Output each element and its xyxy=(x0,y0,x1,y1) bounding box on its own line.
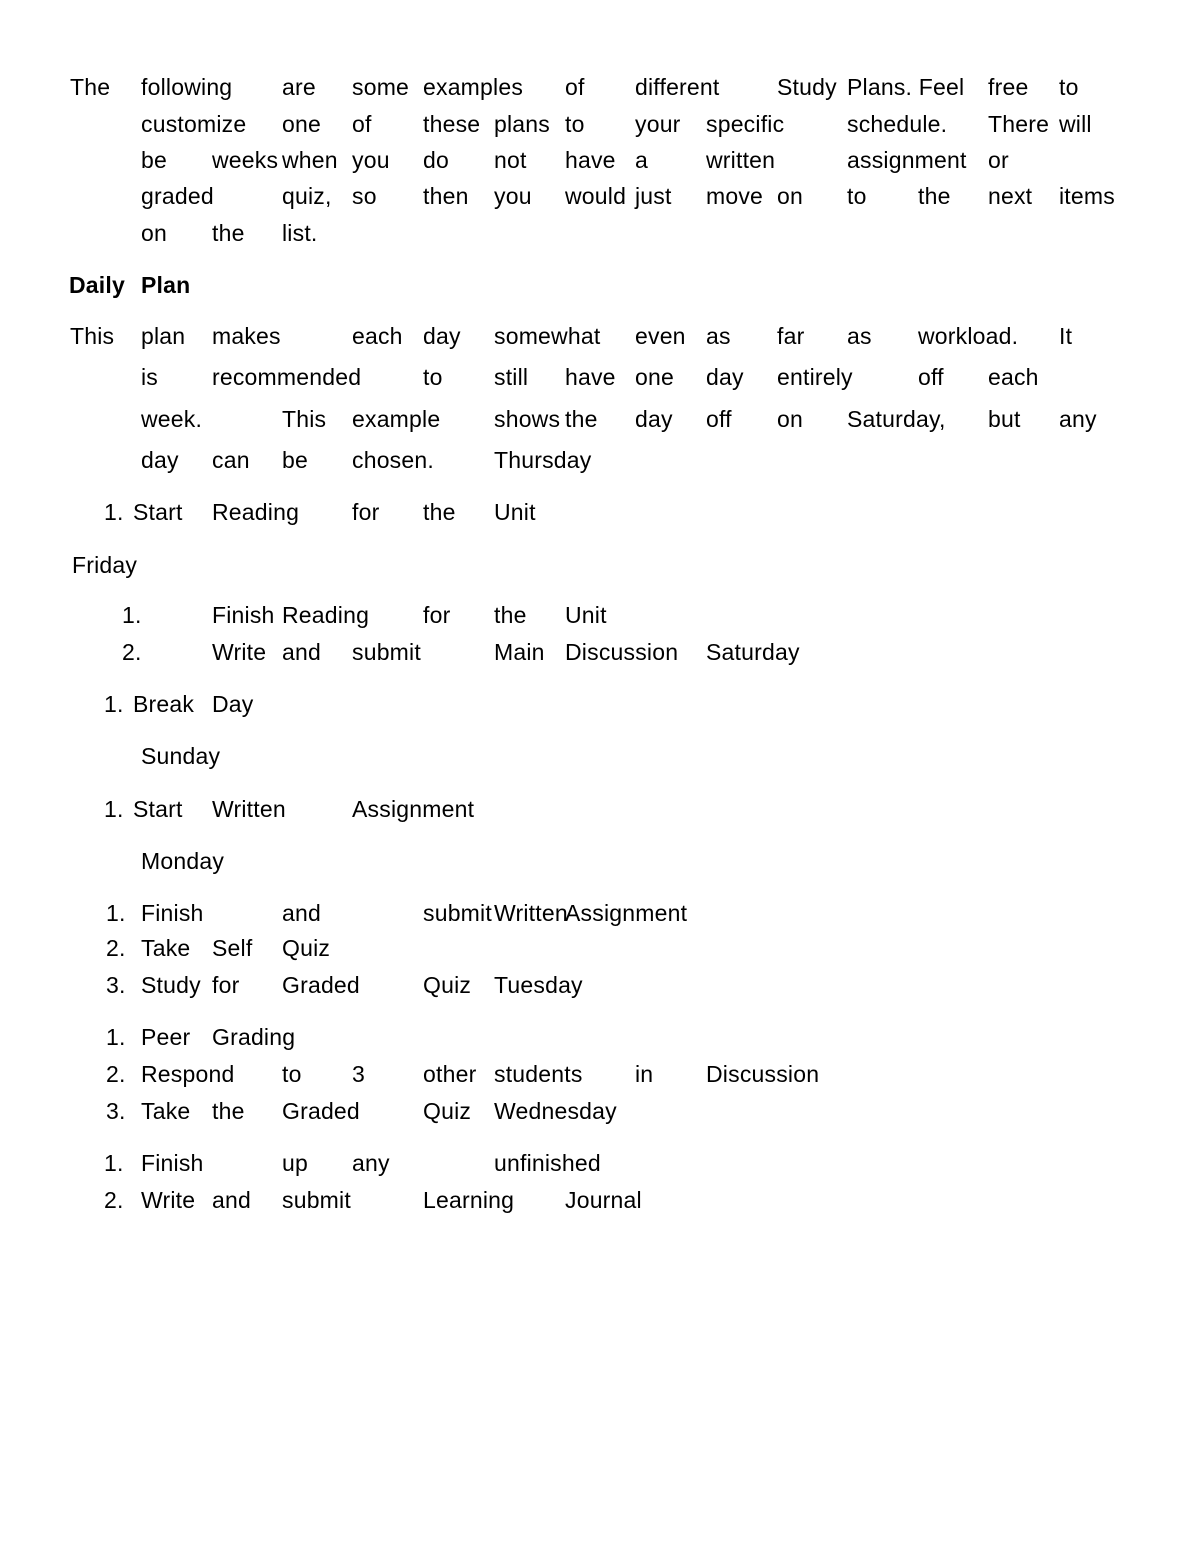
document-word: a xyxy=(635,147,648,173)
document-word: 3. xyxy=(106,972,126,998)
document-word: Study xyxy=(777,74,837,100)
document-word: 2. xyxy=(104,1187,124,1213)
document-word: Written xyxy=(494,900,568,926)
document-word: any xyxy=(1059,406,1097,432)
document-word: and xyxy=(282,639,321,665)
document-word: even xyxy=(635,323,686,349)
document-word: makes xyxy=(212,323,281,349)
document-word: This xyxy=(282,406,327,432)
document-word: written xyxy=(706,147,776,173)
document-word: Graded xyxy=(282,972,360,998)
document-word: Peer xyxy=(141,1024,191,1050)
document-word: Write xyxy=(212,639,267,665)
document-word: will xyxy=(1059,111,1092,137)
document-word: plan xyxy=(141,323,186,349)
document-word: then xyxy=(423,183,469,209)
document-word: on xyxy=(141,220,167,246)
document-word: some xyxy=(352,74,410,100)
document-word: of xyxy=(565,74,585,100)
document-word: your xyxy=(635,111,681,137)
document-word: shows xyxy=(494,406,561,432)
document-word: entirely xyxy=(777,364,853,390)
document-word: and xyxy=(212,1187,251,1213)
document-word: submit xyxy=(423,900,492,926)
document-word: but xyxy=(988,406,1021,432)
document-word: Assignment xyxy=(352,796,475,822)
document-word: any xyxy=(352,1150,390,1176)
document-word: Self xyxy=(212,935,253,961)
document-word: one xyxy=(635,364,674,390)
document-word: 1. xyxy=(106,1024,126,1050)
document-word: Finish xyxy=(212,602,275,628)
document-word: Quiz xyxy=(282,935,331,961)
document-word: list. xyxy=(282,220,318,246)
document-word: and xyxy=(282,900,321,926)
document-word: the xyxy=(423,499,456,525)
document-word: off xyxy=(918,364,944,390)
document-word: chosen. xyxy=(352,447,434,473)
document-word: one xyxy=(282,111,321,137)
document-word: Start xyxy=(133,499,183,525)
document-word: Main xyxy=(494,639,545,665)
document-word: day xyxy=(141,447,179,473)
document-word: are xyxy=(282,74,316,100)
document-word: for xyxy=(352,499,380,525)
document-word: 3. xyxy=(106,1098,126,1124)
document-word: move xyxy=(706,183,764,209)
document-word: day xyxy=(706,364,744,390)
document-word: for xyxy=(423,602,451,628)
document-word: different xyxy=(635,74,720,100)
document-word: in xyxy=(635,1061,654,1087)
document-word: off xyxy=(706,406,732,432)
document-word: items xyxy=(1059,183,1115,209)
document-word: have xyxy=(565,364,616,390)
document-word: you xyxy=(352,147,390,173)
document-word: just xyxy=(635,183,672,209)
document-word: Take xyxy=(141,1098,191,1124)
document-word: 1. xyxy=(122,602,142,628)
document-word: examples xyxy=(423,74,524,100)
document-word: Friday xyxy=(72,552,138,578)
document-word: would xyxy=(565,183,627,209)
document-word: Graded xyxy=(282,1098,360,1124)
document-word: to xyxy=(1059,74,1079,100)
document-word: Finish xyxy=(141,1150,204,1176)
document-word: up xyxy=(282,1150,308,1176)
document-word: Discussion xyxy=(706,1061,820,1087)
document-word: of xyxy=(352,111,372,137)
document-word: next xyxy=(988,183,1033,209)
document-word: be xyxy=(141,147,167,173)
document-word: as xyxy=(847,323,872,349)
document-word: Written xyxy=(212,796,286,822)
document-word: Grading xyxy=(212,1024,296,1050)
document-word: Assignment xyxy=(565,900,688,926)
document-word: the xyxy=(918,183,951,209)
document-word: Write xyxy=(141,1187,196,1213)
document-word: far xyxy=(777,323,805,349)
document-word: other xyxy=(423,1061,477,1087)
document-word: Finish xyxy=(141,900,204,926)
document-word: when xyxy=(282,147,338,173)
document-word: The xyxy=(70,74,111,100)
document-word: Reading xyxy=(282,602,370,628)
document-word: Sunday xyxy=(141,743,221,769)
document-word: 1. xyxy=(106,900,126,926)
document-word: Wednesday xyxy=(494,1098,617,1124)
document-word: week. xyxy=(141,406,203,432)
document-word: to xyxy=(847,183,867,209)
document-word: Quiz xyxy=(423,1098,472,1124)
document-word: to xyxy=(565,111,585,137)
document-word: There xyxy=(988,111,1050,137)
document-word: still xyxy=(494,364,529,390)
document-word: Respond xyxy=(141,1061,235,1087)
document-word: weeks xyxy=(212,147,279,173)
document-word: Unit xyxy=(494,499,536,525)
document-word: Saturday xyxy=(706,639,800,665)
document-word: on xyxy=(777,406,803,432)
document-word: This xyxy=(70,323,115,349)
document-word: is xyxy=(141,364,159,390)
document-word: graded xyxy=(141,183,214,209)
document-word: so xyxy=(352,183,377,209)
document-word: or xyxy=(988,147,1009,173)
document-word: Discussion xyxy=(565,639,679,665)
document-word: Take xyxy=(141,935,191,961)
document-word: not xyxy=(494,147,527,173)
document-word: on xyxy=(777,183,803,209)
document-word: example xyxy=(352,406,441,432)
document-word: the xyxy=(212,220,245,246)
document-word: submit xyxy=(282,1187,351,1213)
document-word: submit xyxy=(352,639,421,665)
document-word: 2. xyxy=(122,639,142,665)
document-word: workload. xyxy=(918,323,1019,349)
document-word: 1. xyxy=(104,691,124,717)
document-word: 2. xyxy=(106,1061,126,1087)
document-word: plans xyxy=(494,111,550,137)
document-word: Day xyxy=(212,691,254,717)
document-word: 1. xyxy=(104,796,124,822)
document-word: recommended xyxy=(212,364,362,390)
document-word: the xyxy=(212,1098,245,1124)
document-word: 1. xyxy=(104,1150,124,1176)
document-word: to xyxy=(282,1061,302,1087)
document-word: schedule. xyxy=(847,111,948,137)
document-word: the xyxy=(565,406,598,432)
document-word: somewhat xyxy=(494,323,601,349)
section-heading-word: Plan xyxy=(141,272,191,298)
document-word: Quiz xyxy=(423,972,472,998)
document-word: Thursday xyxy=(494,447,592,473)
document-word: Study xyxy=(141,972,201,998)
document-word: day xyxy=(635,406,673,432)
document-word: each xyxy=(988,364,1039,390)
document-word: unfinished xyxy=(494,1150,601,1176)
section-heading-word: Daily xyxy=(69,272,125,298)
document-word: Start xyxy=(133,796,183,822)
document-word: Saturday, xyxy=(847,406,946,432)
document-word: do xyxy=(423,147,449,173)
document-word: Tuesday xyxy=(494,972,583,998)
document-word: for xyxy=(212,972,240,998)
document-word: quiz, xyxy=(282,183,332,209)
document-word: 1. xyxy=(104,499,124,525)
document-word: the xyxy=(494,602,527,628)
document-word: customize xyxy=(141,111,247,137)
document-word: Learning xyxy=(423,1187,515,1213)
document-word: assignment xyxy=(847,147,967,173)
document-word: day xyxy=(423,323,461,349)
document-word: Plans. Feel xyxy=(847,74,965,100)
document-word: Unit xyxy=(565,602,607,628)
document-word: 3 xyxy=(352,1061,365,1087)
document-word: Journal xyxy=(565,1187,642,1213)
document-word: be xyxy=(282,447,308,473)
document-word: students xyxy=(494,1061,583,1087)
document-word: to xyxy=(423,364,443,390)
document-word: following xyxy=(141,74,233,100)
document-word: Reading xyxy=(212,499,300,525)
document-word: as xyxy=(706,323,731,349)
document-word: can xyxy=(212,447,250,473)
document-word: It xyxy=(1059,323,1073,349)
document-word: have xyxy=(565,147,616,173)
document-word: specific xyxy=(706,111,785,137)
document-word: these xyxy=(423,111,481,137)
document-word: Monday xyxy=(141,848,225,874)
document-word: free xyxy=(988,74,1029,100)
document-word: 2. xyxy=(106,935,126,961)
document-word: each xyxy=(352,323,403,349)
document-word: you xyxy=(494,183,532,209)
document-word: Break xyxy=(133,691,195,717)
